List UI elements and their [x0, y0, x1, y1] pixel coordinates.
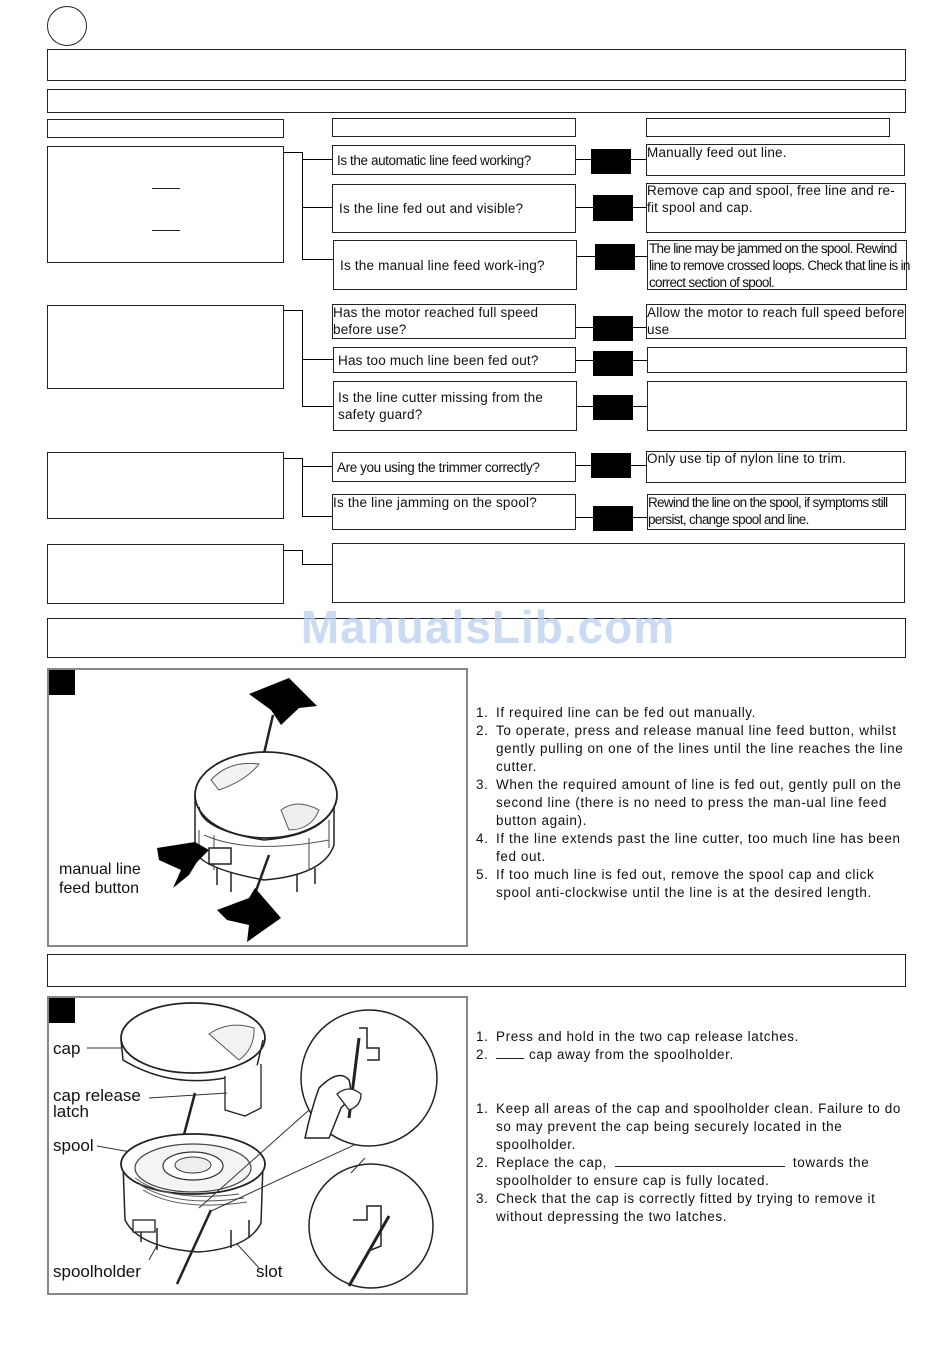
- instruction-step: 3. When the required amount of line is fed out, gently pull on the second line (there is no need to press the man-ual line feed button again).: [476, 777, 902, 828]
- question-box: Is the manual line feed work-ing?: [333, 240, 577, 290]
- answer-indicator: [591, 453, 631, 478]
- connector: [631, 159, 646, 160]
- connector: [576, 465, 591, 466]
- remedy-box: [647, 347, 907, 373]
- label-spool: spool: [53, 1136, 94, 1155]
- label-manual-line: manual line: [59, 861, 141, 878]
- remedy-box: [646, 144, 905, 176]
- answer-indicator: [593, 506, 633, 531]
- answer-indicator: [593, 316, 633, 341]
- label-latch: latch: [53, 1102, 89, 1121]
- connector: [577, 406, 593, 407]
- remedy-wide-box: [332, 543, 905, 603]
- remedy-box: [646, 304, 906, 339]
- cap-spool-illustration: [49, 998, 466, 1293]
- connector: [302, 159, 333, 160]
- question-box: Is the line fed out and visible?: [332, 184, 576, 233]
- blank-rule: [152, 188, 180, 189]
- remedy-box: [647, 240, 910, 290]
- instruction-step: 1. If required line can be fed out manually.: [476, 705, 756, 720]
- connector: [633, 406, 647, 407]
- instruction-step: 2. cap away from the spoolholder.: [476, 1047, 734, 1062]
- connector: [302, 516, 333, 517]
- remedy-box: [647, 381, 907, 431]
- watermark: ManualsLib.com: [300, 601, 676, 653]
- connector: [633, 207, 647, 208]
- question-box: Are you using the trimmer correctly?: [332, 452, 576, 482]
- question-box: Has the motor reached full speed before use?: [332, 304, 576, 339]
- connector: [302, 359, 333, 360]
- instruction-step: 4. If the line extends past the line cutter, too much line has been fed out.: [476, 831, 901, 864]
- figure-2-remove-instructions: [476, 1028, 906, 1064]
- answer-indicator: [593, 395, 633, 420]
- problem-box-3: [47, 452, 284, 519]
- instruction-step: 3. Check that the cap is correctly fitted by trying to remove it without depressing the two latches.: [476, 1191, 876, 1224]
- connector: [576, 207, 593, 208]
- remedy-text: Remove cap and spool, free line and re-fit spool and cap.: [647, 183, 895, 215]
- connector: [302, 466, 333, 467]
- connector: [302, 207, 333, 208]
- answer-indicator: [593, 195, 633, 221]
- connector: [284, 152, 303, 153]
- column-header-problem: [47, 119, 284, 138]
- problem-box-1: [47, 146, 284, 263]
- column-header-cause: [332, 118, 576, 137]
- connector: [633, 360, 647, 361]
- remedy-text: Allow the motor to reach full speed before use: [647, 305, 905, 337]
- connector: [635, 256, 647, 257]
- remedy-box: [646, 183, 906, 233]
- connector: [302, 152, 303, 260]
- section-title-bar: [47, 89, 906, 113]
- problem-box-4: [47, 544, 284, 604]
- instruction-step: 1. Press and hold in the two cap release latches.: [476, 1029, 800, 1044]
- blank-rule: [152, 230, 180, 231]
- remedy-text: Manually feed out line.: [647, 145, 787, 160]
- instruction-step: 2. Replace the cap, towards the spoolholder to ensure cap is fully located.: [476, 1155, 870, 1188]
- instruction-step: 2. To operate, press and release manual line feed button, whilst gently pulling on one of the lines until the line reaches the line cutter.: [476, 723, 904, 774]
- answer-indicator: [591, 149, 631, 174]
- instruction-step: 5. If too much line is fed out, remove the spool cap and click spool anti-clockwise until the line is at the desired length.: [476, 867, 875, 900]
- column-header-remedy: [646, 118, 890, 137]
- figure-1-instructions: [476, 704, 906, 902]
- connector: [576, 360, 593, 361]
- connector: [576, 159, 591, 160]
- page-title-bar: [47, 49, 906, 81]
- connector: [576, 517, 593, 518]
- figure-1-frame: [47, 668, 468, 947]
- answer-indicator: [595, 244, 635, 270]
- connector: [631, 465, 646, 466]
- question-box: Is the line cutter missing from the safety guard?: [333, 381, 577, 431]
- page-number-circle: [47, 6, 87, 46]
- answer-indicator: [593, 351, 633, 376]
- instruction-step: 1. Keep all areas of the cap and spoolholder clean. Failure to do so may prevent the cap being securely located in the spoolholder.: [476, 1101, 901, 1152]
- problem-box-2: [47, 305, 284, 389]
- connector: [284, 458, 303, 459]
- question-box: Is the line jamming on the spool?: [332, 494, 576, 530]
- connector: [302, 550, 303, 565]
- question-box: Has too much line been fed out?: [333, 347, 576, 373]
- label-spoolholder: spoolholder: [53, 1262, 141, 1281]
- connector: [577, 256, 595, 257]
- connector: [302, 259, 333, 260]
- figure-2-frame: [47, 996, 468, 1295]
- connector: [284, 550, 303, 551]
- section-title-bar: [47, 954, 906, 987]
- label-slot: slot: [256, 1262, 283, 1281]
- label-cap: cap: [53, 1039, 81, 1058]
- label-cap-release: cap release: [53, 1086, 141, 1105]
- connector: [576, 327, 593, 328]
- remedy-text: Rewind the line on the spool, if symptoms still persist, change spool and line.: [648, 495, 888, 527]
- label-feed-button: feed button: [59, 880, 140, 897]
- remedy-text: Only use tip of nylon line to trim.: [647, 451, 847, 466]
- connector: [633, 327, 646, 328]
- connector: [302, 564, 333, 565]
- figure-2-refit-instructions: [476, 1100, 906, 1226]
- connector: [284, 310, 303, 311]
- connector: [633, 517, 647, 518]
- question-box: Is the automatic line feed working?: [332, 145, 576, 175]
- line-feed-illustration: [49, 670, 466, 945]
- remedy-box: [646, 451, 906, 483]
- remedy-box: [647, 494, 906, 530]
- remedy-text: The line may be jammed on the spool. Rewind line to remove crossed loops. Check that line is in correct section of spool.: [649, 241, 910, 290]
- connector: [302, 406, 333, 407]
